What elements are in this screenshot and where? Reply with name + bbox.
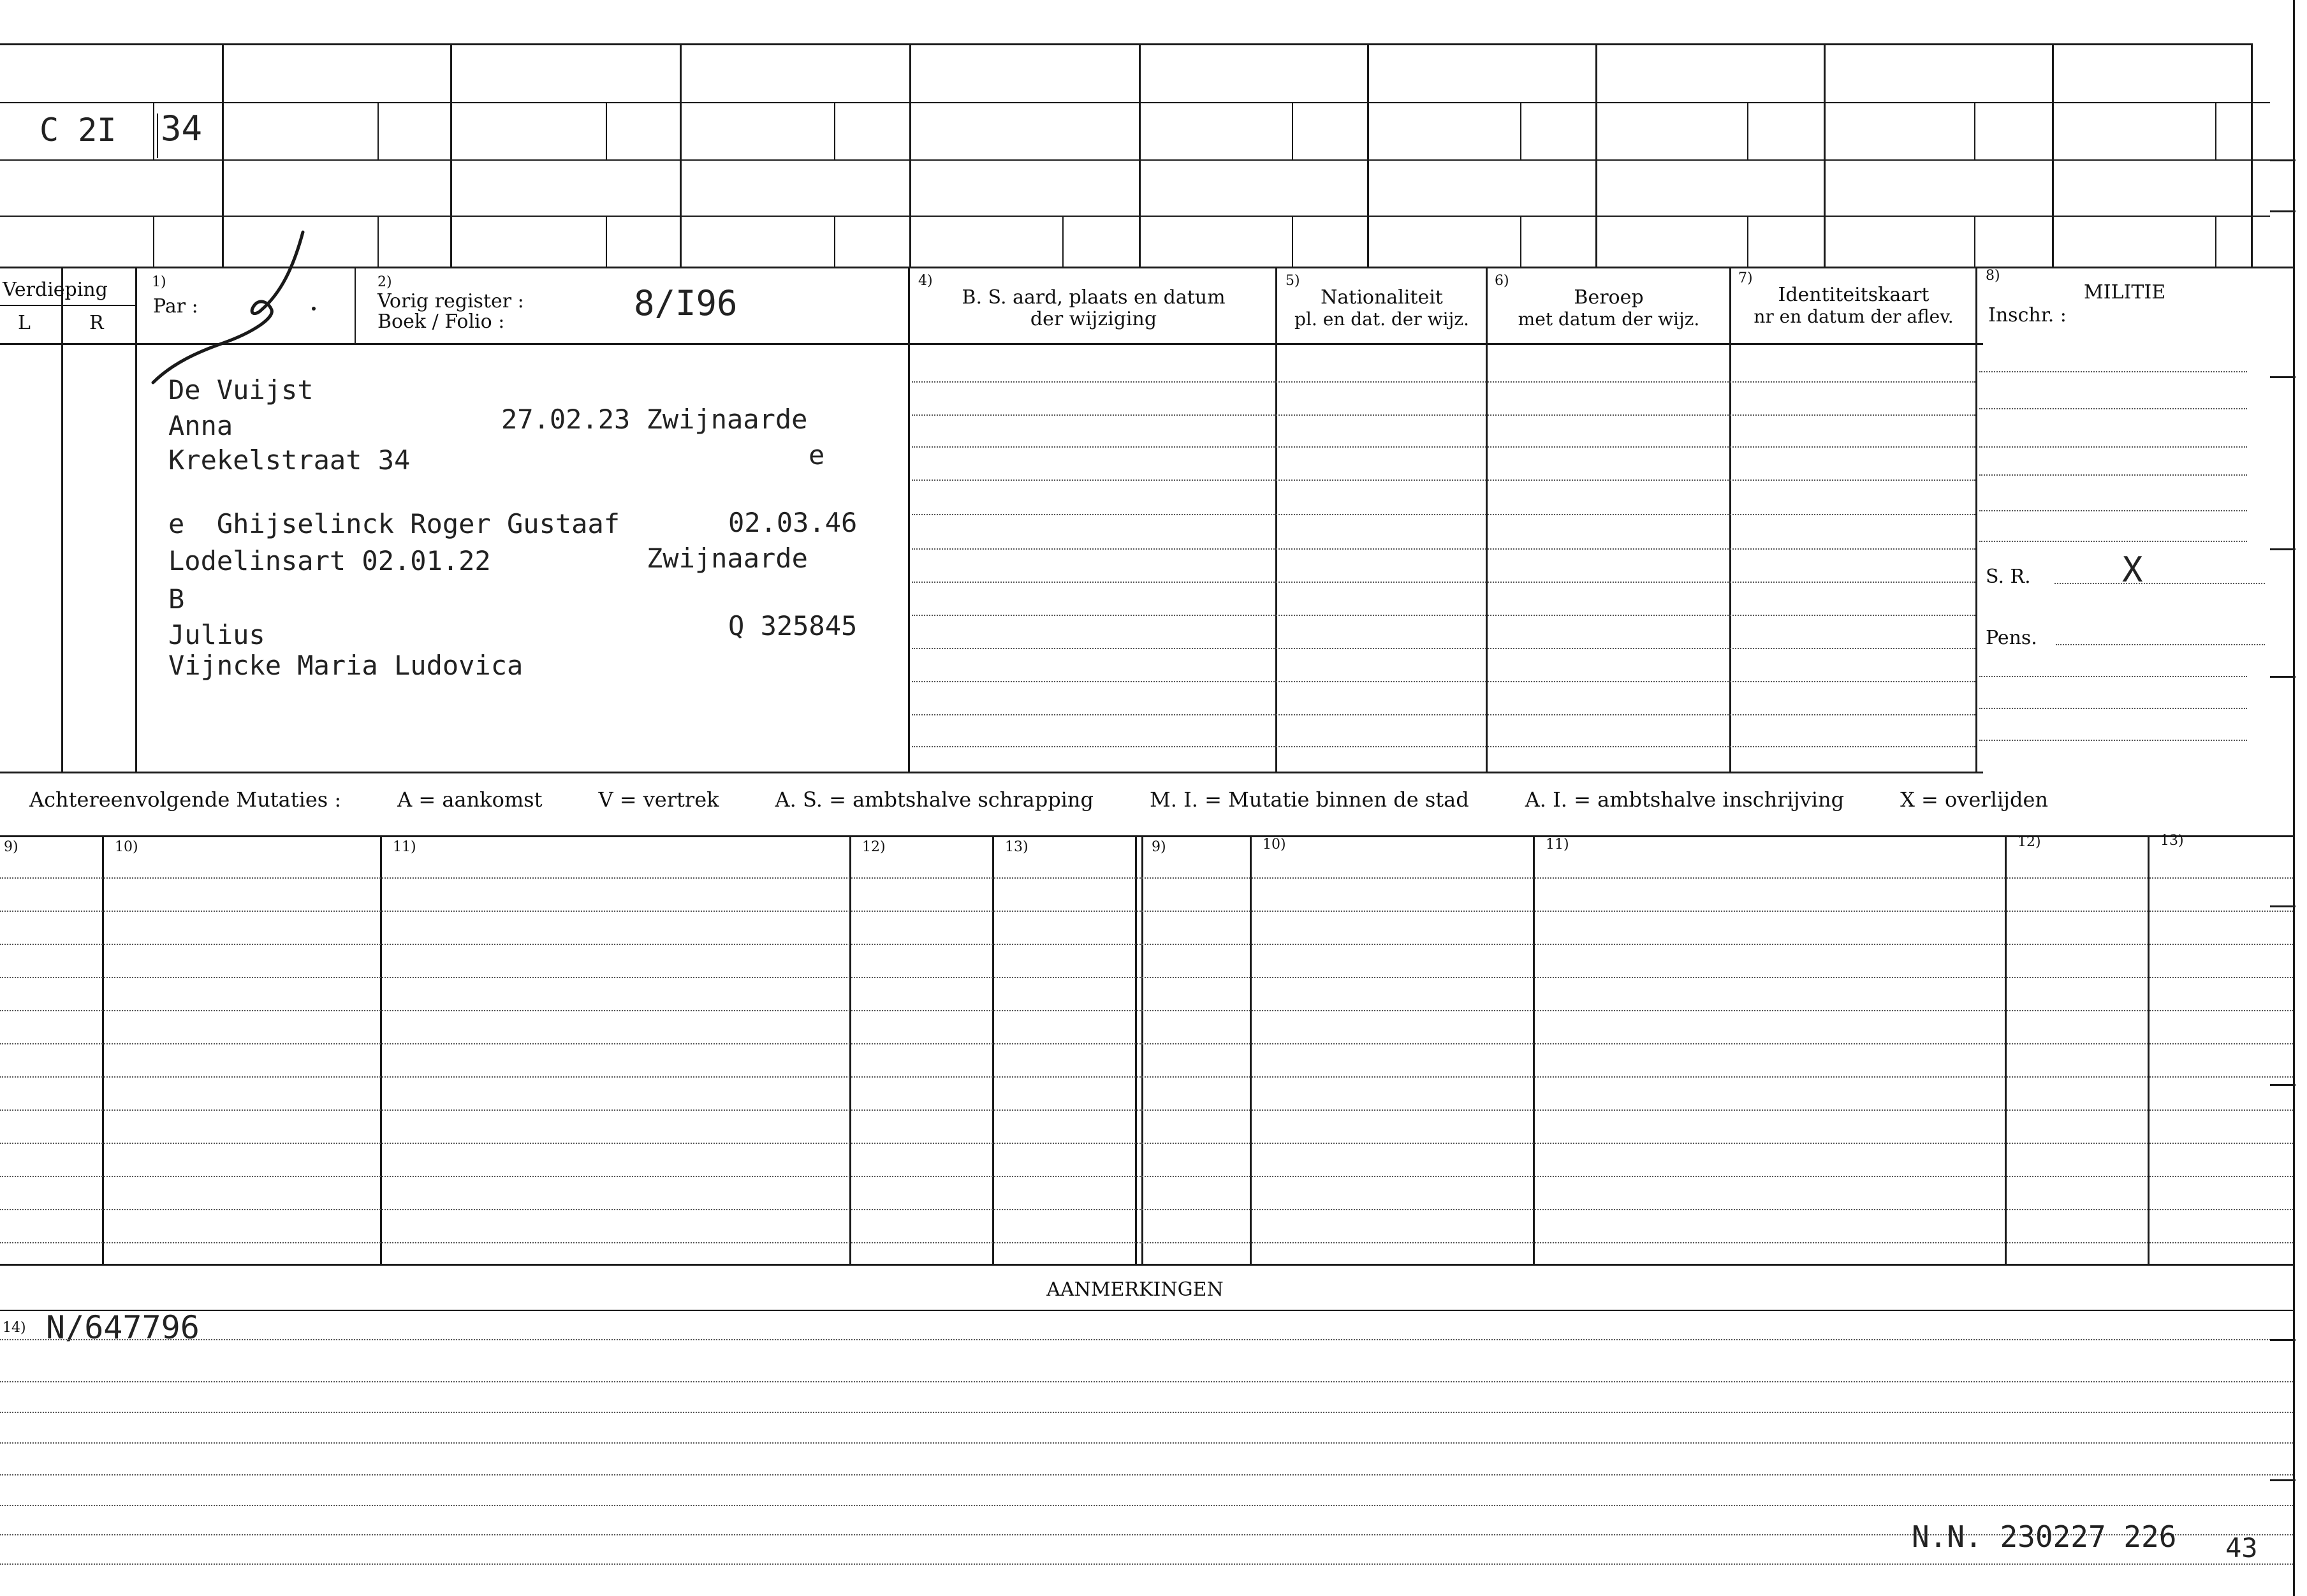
spouse-name: e Ghijselinck Roger Gustaaf xyxy=(168,508,620,539)
remarks-number: 14) xyxy=(3,1320,26,1336)
par-number: 1) xyxy=(152,274,166,290)
par-label: Par : xyxy=(153,295,198,318)
remarks-title: AANMERKINGEN xyxy=(1046,1278,1224,1301)
col5-number: 5) xyxy=(1285,273,1300,289)
mut-col-10b: 10) xyxy=(1263,837,1286,853)
person-birth: 27.02.23 Zwijnaarde xyxy=(501,404,808,435)
col4-line1: B. S. aard, plaats en datum xyxy=(962,286,1226,309)
par-handwriting-stroke xyxy=(147,230,338,395)
spouse-date: 02.03.46 xyxy=(728,507,858,538)
col4-line2: der wijziging xyxy=(1030,308,1157,330)
legend-item: A. I. = ambtshalve inschrijving xyxy=(1525,787,1845,812)
mother-name: Vijncke Maria Ludovica xyxy=(168,650,524,681)
spouse-birth: Lodelinsart 02.01.22 xyxy=(168,545,491,576)
verdieping-l: L xyxy=(18,312,31,334)
col4-number: 4) xyxy=(918,273,933,289)
col7-number: 7) xyxy=(1738,270,1753,286)
mut-col-10: 10) xyxy=(115,839,138,855)
mut-col-11: 11) xyxy=(393,839,416,855)
mut-col-12: 12) xyxy=(862,839,886,855)
person-nationality: B xyxy=(168,583,185,615)
mut-col-13: 13) xyxy=(1005,839,1029,855)
vorig-register-value: 8/I96 xyxy=(634,283,738,323)
militie-label: MILITIE xyxy=(2084,281,2166,304)
boek-folio-label: Boek / Folio : xyxy=(377,311,505,333)
vorig-register-label: Vorig register : xyxy=(377,290,524,312)
father-name: Julius xyxy=(168,619,265,650)
national-number: N.N. 230227 226 xyxy=(1912,1519,2177,1554)
spouse-place: Zwijnaarde xyxy=(647,543,808,574)
remarks-value: N/647796 xyxy=(46,1309,200,1346)
col6-number: 6) xyxy=(1495,273,1509,289)
person-address: Krekelstraat 34 xyxy=(168,444,411,476)
id-code: Q 325845 xyxy=(728,610,858,641)
mut-col-9: 9) xyxy=(4,839,18,855)
sr-value: X xyxy=(2122,550,2143,590)
col5-line2: pl. en dat. der wijz. xyxy=(1294,309,1469,330)
legend-item: V = vertrek xyxy=(598,787,719,812)
person-mark: e xyxy=(809,439,825,471)
mut-col-9b: 9) xyxy=(1152,839,1166,855)
card-code-number: 34 xyxy=(161,108,203,149)
col5-line1: Nationaliteit xyxy=(1321,286,1443,309)
legend-item: A = aankomst xyxy=(397,787,543,812)
col6-line1: Beroep xyxy=(1574,286,1644,309)
mut-col-13b: 13) xyxy=(2160,833,2184,849)
vorig-number: 2) xyxy=(377,274,392,290)
sr-label: S. R. xyxy=(1986,566,2031,588)
card-code-letters: C 2I xyxy=(40,112,117,149)
mut-col-12b: 12) xyxy=(2018,834,2041,850)
mut-col-11b: 11) xyxy=(1546,837,1569,853)
col8-number: 8) xyxy=(1986,268,2000,284)
mutations-legend xyxy=(29,787,2274,812)
legend-item: X = overlijden xyxy=(1900,787,2048,812)
inschr-label: Inschr. : xyxy=(1988,304,2067,326)
person-firstname: Anna xyxy=(168,410,233,441)
page-number: 43 xyxy=(2225,1532,2258,1563)
legend-item: M. I. = Mutatie binnen de stad xyxy=(1150,787,1469,812)
col7-line1: Identiteitskaart xyxy=(1778,284,1930,306)
legend-title: Achtereenvolgende Mutaties : xyxy=(29,787,342,812)
legend-item: A. S. = ambtshalve schrapping xyxy=(775,787,1094,812)
person-surname: De Vuijst xyxy=(168,374,314,406)
col7-line2: nr en datum der aflev. xyxy=(1754,306,1954,327)
col6-line2: met datum der wijz. xyxy=(1518,309,1700,330)
verdieping-r: R xyxy=(89,312,104,334)
verdieping-label: Verdieping xyxy=(3,279,108,301)
pens-label: Pens. xyxy=(1986,627,2037,649)
